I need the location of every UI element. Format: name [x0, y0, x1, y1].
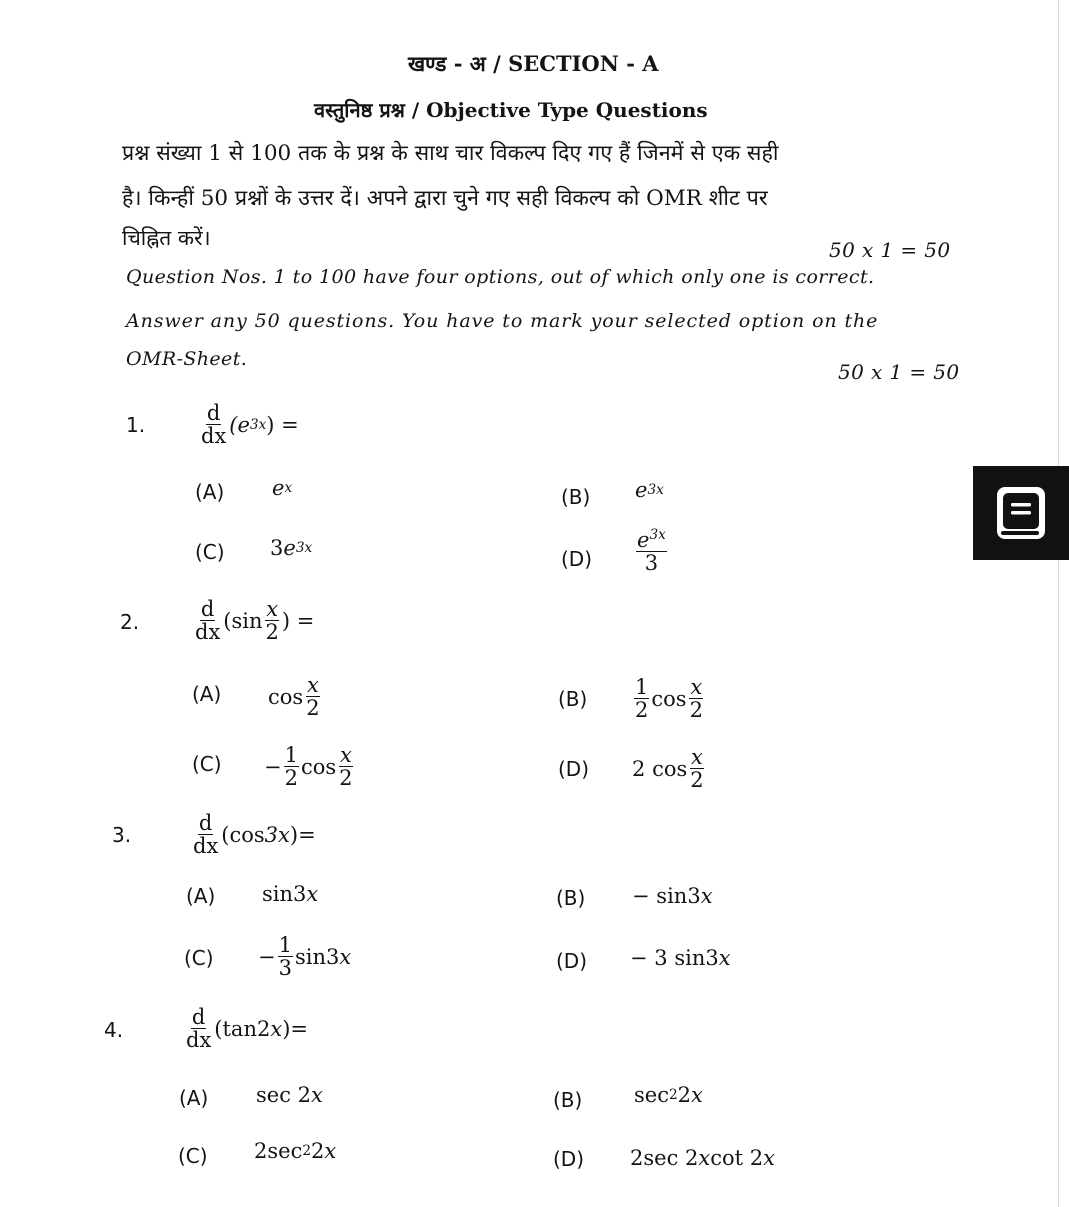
option-label: (C): [178, 1144, 208, 1168]
english-marks: 50 x 1 = 50: [838, 360, 960, 384]
option-label: (D): [553, 1147, 585, 1171]
question-number: 4.: [104, 1018, 124, 1042]
option-label: (D): [561, 547, 593, 571]
option-label: (A): [186, 884, 216, 908]
option-label: (C): [192, 752, 222, 776]
question-number: 2.: [120, 610, 140, 634]
english-instruction-line1: Question Nos. 1 to 100 have four options, out of which only one is correct.: [126, 266, 875, 288]
question-stem: $\frac{d}{dx}$ (sin $\frac{x}{2}$ ) =: [195, 597, 315, 645]
option-label: (B): [561, 485, 591, 509]
option-value: − $\frac{1}{3}$ sin3 x: [258, 933, 352, 981]
option-value: 2sec 2 x cot 2 x: [630, 1146, 775, 1170]
question-stem: $\frac{d}{dx}$ (tan2 x )=: [186, 1005, 308, 1053]
option-value: sec 2 x: [256, 1083, 323, 1107]
option-value: $\frac{1}{2}$ cos $\frac{x}{2}$: [635, 675, 703, 723]
english-instruction-line3: OMR-Sheet.: [126, 348, 248, 370]
hindi-instruction-line1: प्रश्न संख्या 1 से 100 तक के प्रश्न के साथ चार विकल्प दिए गए हैं जिनमें से एक सही: [122, 141, 779, 166]
page-edge: [1058, 0, 1059, 1207]
option-label: (A): [192, 682, 222, 706]
option-value: sin3 x: [262, 882, 319, 906]
option-label: (B): [558, 687, 588, 711]
option-value: 3 e 3x: [270, 536, 313, 560]
option-value: cos $\frac{x}{2}$: [268, 673, 320, 721]
option-value: e 3x: [635, 478, 664, 502]
question-stem: $\frac{d}{dx}$ (cos 3x )=: [193, 811, 316, 859]
option-value: 2sec 2 2 x: [254, 1139, 337, 1163]
book-icon: [989, 481, 1053, 545]
question-number: 3.: [112, 823, 132, 847]
option-value: sec 2 2 x: [634, 1083, 703, 1107]
hindi-instruction-line2: है। किन्हीं 50 प्रश्नों के उत्तर दें। अपने द्वारा चुने गए सही विकल्प को OMR शीट पर: [122, 186, 768, 211]
hindi-marks: 50 x 1 = 50: [829, 238, 951, 262]
question-stem: $\frac{d}{dx}$ (e 3x ) =: [201, 401, 299, 449]
option-label: (B): [553, 1088, 583, 1112]
section-subtitle: वस्तुनिष्ठ प्रश्न / Objective Type Questions: [314, 98, 708, 122]
section-title: खण्ड - अ / SECTION - A: [408, 51, 659, 76]
option-label: (A): [195, 480, 225, 504]
question-number: 1.: [126, 413, 146, 437]
option-value: − 3 sin3 x: [630, 946, 731, 970]
option-label: (D): [558, 757, 590, 781]
option-label: (B): [556, 886, 586, 910]
option-value: e x: [272, 476, 293, 500]
option-label: (D): [556, 949, 588, 973]
option-label: (A): [179, 1086, 209, 1110]
hindi-instruction-line3: चिह्नित करें।: [122, 226, 211, 250]
option-value: 2 cos $\frac{x}{2}$: [632, 745, 704, 793]
option-value: − $\frac{1}{2}$ cos $\frac{x}{2}$: [264, 743, 353, 791]
option-label: (C): [195, 540, 225, 564]
option-label: (C): [184, 946, 214, 970]
option-value: − sin3 x: [632, 884, 713, 908]
option-value: $\frac{e^{3x}}{3}$: [637, 527, 666, 576]
reader-widget[interactable]: [973, 466, 1069, 560]
english-instruction-line2: Answer any 50 questions. You have to mark your selected option on the: [126, 310, 879, 332]
